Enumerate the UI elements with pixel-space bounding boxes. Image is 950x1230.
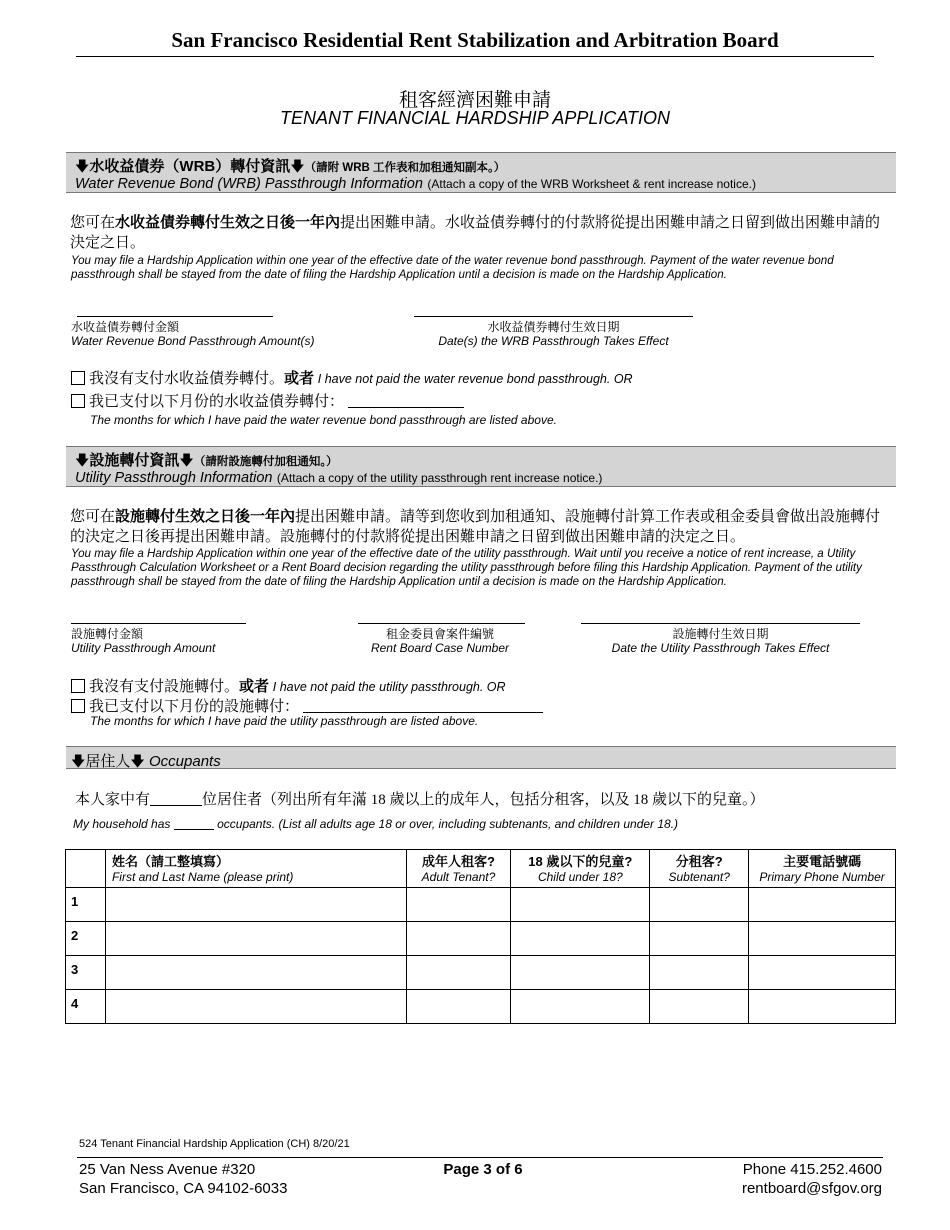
- down-arrow-icon: 🡇: [290, 158, 305, 174]
- name-cell[interactable]: [105, 922, 406, 956]
- table-header-row: [66, 850, 896, 888]
- adult-tenant-cell[interactable]: [406, 956, 511, 990]
- utility-paid-note: The months for which I have paid the utility passthrough are listed above.: [90, 714, 479, 728]
- down-arrow-icon: 🡇: [75, 452, 90, 468]
- name-cell[interactable]: [105, 956, 406, 990]
- adult-tenant-cell[interactable]: [406, 990, 511, 1024]
- footer-rule: [77, 1157, 883, 1158]
- board-title: San Francisco Residential Rent Stabilization and Arbitration Board: [171, 28, 779, 52]
- utility-paragraph-zh: 您可在設施轉付生效之日後一年內提出困難申請。請等到您收到加租通知、設施轉付計算工作表或租金委員會做出設施轉付的決定之日後再提出困難申請。設施轉付的付款將從提出困難申請之日留到做出困難申請的決定之日。: [70, 509, 881, 545]
- wrb-band-title-zh: 水收益債券（WRB）轉付資訊: [89, 158, 291, 175]
- wrb-not-paid-label-zh: 我沒有支付水收益債券轉付。: [89, 371, 285, 387]
- occupants-table: [65, 849, 896, 1024]
- table-row: [66, 956, 896, 990]
- or-label-zh: 或者: [239, 679, 270, 695]
- wrb-amount-label-en: Water Revenue Bond Passthrough Amount(s): [71, 334, 315, 348]
- down-arrow-icon: 🡇: [75, 158, 90, 174]
- child-cell[interactable]: [511, 956, 650, 990]
- form-identifier: 524 Tenant Financial Hardship Application (CH) 8/20/21: [79, 1138, 350, 1150]
- utility-not-paid-label-zh: 我沒有支付設施轉付。: [89, 679, 240, 695]
- column-header-subtenant: 分租客? Subtenant?: [650, 850, 749, 888]
- subtenant-cell[interactable]: [650, 888, 749, 922]
- utility-band-note-zh: （請附設施轉付加租通知。）: [193, 456, 338, 468]
- utility-paid-months-field[interactable]: [303, 712, 543, 713]
- phone-cell[interactable]: [749, 990, 896, 1024]
- subtenant-cell[interactable]: [650, 922, 749, 956]
- down-arrow-icon: 🡇: [130, 753, 145, 769]
- row-number: 3: [66, 956, 106, 990]
- utility-not-paid-checkbox[interactable]: [71, 679, 85, 693]
- utility-amount-field[interactable]: [71, 623, 246, 624]
- column-header-child: 18 歲以下的兒童? Child under 18?: [511, 850, 650, 888]
- subtenant-cell[interactable]: [650, 956, 749, 990]
- utility-date-label-en: Date the Utility Passthrough Takes Effect: [611, 641, 830, 655]
- utility-case-label-en: Rent Board Case Number: [370, 641, 510, 655]
- child-cell[interactable]: [511, 990, 650, 1024]
- utility-paid-checkbox[interactable]: [71, 699, 85, 713]
- column-header-adult-tenant: 成年人租客? Adult Tenant?: [406, 850, 511, 888]
- wrb-paid-note: The months for which I have paid the water revenue bond passthrough are listed above.: [90, 413, 557, 427]
- wrb-not-paid-label-en: I have not paid the water revenue bond passthrough. OR: [317, 372, 633, 386]
- row-number: 2: [66, 922, 106, 956]
- utility-paid-option: [71, 695, 543, 716]
- down-arrow-icon: 🡇: [71, 753, 86, 769]
- table-row: [66, 990, 896, 1024]
- utility-amount-label-zh: 設施轉付金額: [71, 627, 144, 641]
- phone-cell[interactable]: [749, 956, 896, 990]
- footer-contact: Phone 415.252.4600 rentboard@sfgov.org: [741, 1161, 882, 1197]
- wrb-not-paid-option: [71, 367, 633, 388]
- wrb-band-note-en: (Attach a copy of the WRB Worksheet & rent increase notice.): [427, 177, 756, 191]
- utility-band-title-en: Utility Passthrough Information: [75, 470, 273, 486]
- utility-band-note-en: (Attach a copy of the utility passthrough rent increase notice.): [276, 471, 603, 485]
- subtenant-cell[interactable]: [650, 990, 749, 1024]
- adult-tenant-cell[interactable]: [406, 922, 511, 956]
- column-header-phone: 主要電話號碼 Primary Phone Number: [749, 850, 896, 888]
- wrb-paid-option: [71, 390, 464, 411]
- occupants-section-header: [66, 746, 896, 769]
- child-cell[interactable]: [511, 922, 650, 956]
- down-arrow-icon: 🡇: [179, 452, 194, 468]
- wrb-paragraph-zh: 您可在水收益債券轉付生效之日後一年內提出困難申請。水收益債券轉付的付款將從提出困難申請之日留到做出困難申請的決定之日。: [70, 215, 881, 251]
- occupants-band-en: Occupants: [149, 753, 221, 770]
- wrb-paid-label-zh: 我已支付以下月份的水收益債券轉付：: [89, 394, 345, 410]
- wrb-date-label-en: Date(s) the WRB Passthrough Takes Effect: [438, 334, 669, 348]
- household-count-field-en[interactable]: [174, 829, 214, 830]
- utility-paid-label-zh: 我已支付以下月份的設施轉付：: [89, 699, 300, 715]
- utility-date-label-zh: 設施轉付生效日期: [672, 627, 769, 641]
- or-label-zh: 或者: [284, 371, 315, 387]
- wrb-not-paid-checkbox[interactable]: [71, 371, 85, 385]
- wrb-date-label-zh: 水收益債券轉付生效日期: [487, 320, 620, 334]
- row-number: 4: [66, 990, 106, 1024]
- row-number: 1: [66, 888, 106, 922]
- wrb-band-title-en: Water Revenue Bond (WRB) Passthrough Information: [75, 176, 423, 192]
- column-header-index: [66, 850, 106, 888]
- header-rule: [76, 56, 874, 57]
- utility-date-field[interactable]: [581, 623, 860, 624]
- utility-not-paid-label-en: I have not paid the utility passthrough. OR: [272, 680, 506, 694]
- document-title-zh: 租客經濟困難申請: [398, 90, 551, 111]
- utility-case-number-field[interactable]: [358, 623, 525, 624]
- wrb-amount-field[interactable]: [77, 316, 273, 317]
- occupants-band-zh: 居住人: [85, 753, 131, 770]
- wrb-paragraph-en: You may file a Hardship Application within one year of the effective date of the water revenue bond passthrough. Payment of the water revenue bond passthrough shall be stayed from the date of filing the Hardship Application until a decision is made on the Hardship Application.: [71, 254, 834, 281]
- document-title-en: TENANT FINANCIAL HARDSHIP APPLICATION: [279, 108, 671, 128]
- wrb-amount-label-zh: 水收益債券轉付金額: [71, 320, 180, 334]
- name-cell[interactable]: [105, 888, 406, 922]
- page-number: Page 3 of 6: [443, 1161, 523, 1178]
- household-count-en: My household has occupants. (List all adults age 18 or over, including subtenants, and children under 18.): [73, 817, 679, 831]
- utility-not-paid-option: [71, 675, 506, 696]
- phone-cell[interactable]: [749, 888, 896, 922]
- child-cell[interactable]: [511, 888, 650, 922]
- name-cell[interactable]: [105, 990, 406, 1024]
- household-count-field-zh[interactable]: [150, 805, 202, 806]
- wrb-date-field[interactable]: [414, 316, 693, 317]
- table-row: [66, 888, 896, 922]
- phone-cell[interactable]: [749, 922, 896, 956]
- utility-amount-label-en: Utility Passthrough Amount: [71, 641, 216, 655]
- wrb-paid-checkbox[interactable]: [71, 394, 85, 408]
- adult-tenant-cell[interactable]: [406, 888, 511, 922]
- footer-address: 25 Van Ness Avenue #320 San Francisco, CA 94102-6033: [79, 1161, 288, 1197]
- utility-case-label-zh: 租金委員會案件編號: [385, 627, 494, 641]
- utility-band-title-zh: 設施轉付資訊: [89, 452, 180, 469]
- wrb-band-note-zh: （請附 WRB 工作表和加租通知副本。）: [304, 162, 506, 174]
- column-header-name: 姓名（請工整填寫） First and Last Name (please print): [105, 850, 406, 888]
- utility-paragraph-en: You may file a Hardship Application within one year of the effective date of the utility passthrough. Wait until you receive a notice of rent increase, a Utility Passthrough Calculation Worksheet or a Rent Board decision regarding the utility passthrough before filing this Hardship Application. Payment of the utility passthrough shall be stayed from the date of filing the Hardship Application until a decision is made on the Hardship Application.: [71, 547, 862, 588]
- household-count-zh: 本人家中有 位居住者（列出所有年滿 18 歲以上的成年人，包括分租客，以及 18 歲以下的兒童。）: [75, 792, 765, 808]
- utility-section-header: [66, 446, 896, 487]
- table-row: [66, 922, 896, 956]
- wrb-section-header: [66, 152, 896, 193]
- wrb-paid-months-field[interactable]: [348, 407, 464, 408]
